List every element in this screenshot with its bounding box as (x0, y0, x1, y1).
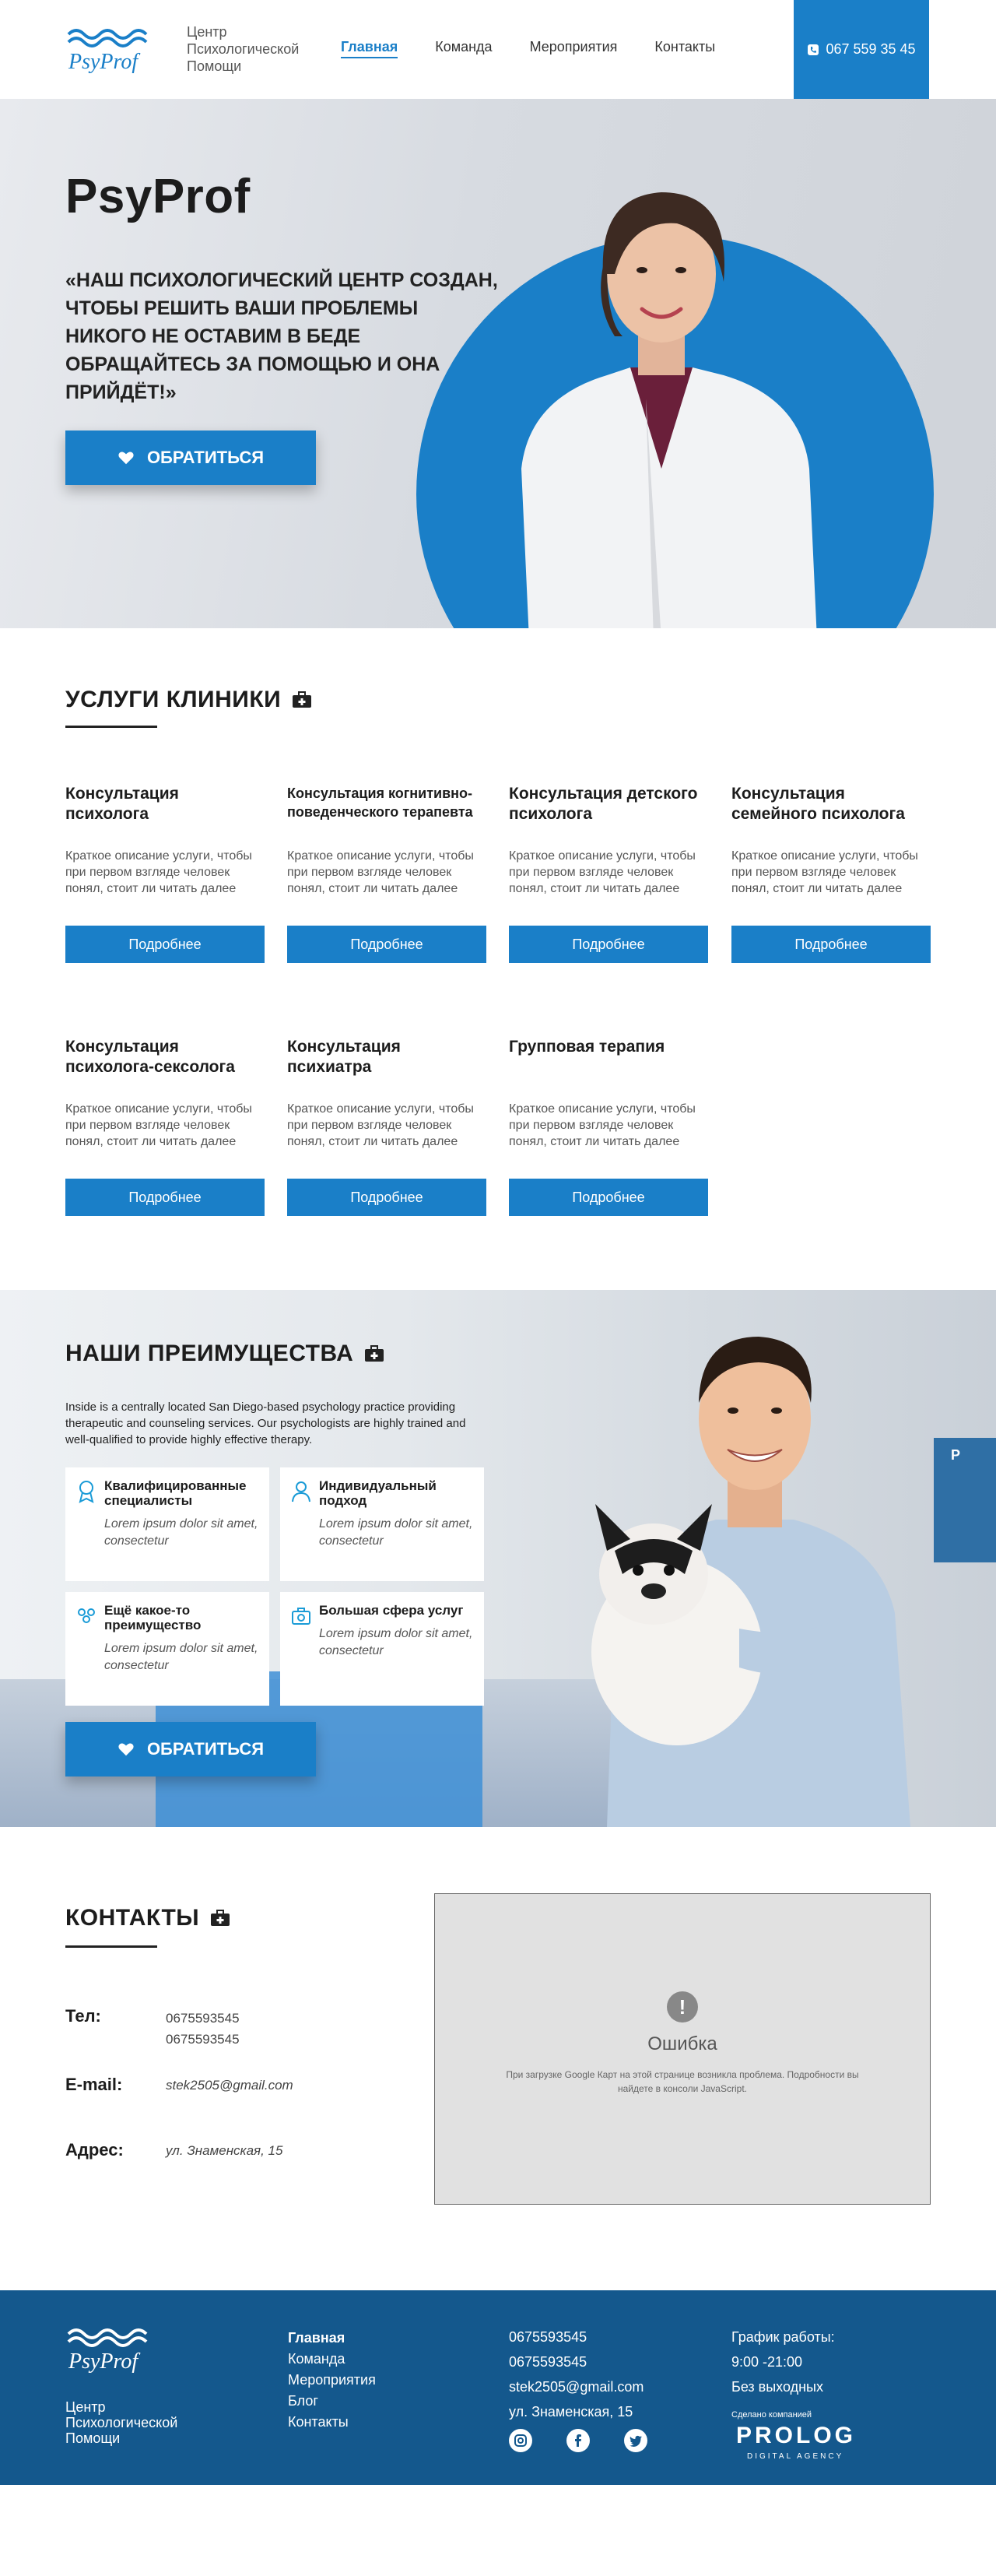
contacts-title (65, 1905, 230, 1931)
nav-team[interactable]: Команда (435, 39, 493, 54)
footer-nav (288, 2328, 376, 2433)
services-title-text: УСЛУГИ КЛИНИКИ (65, 687, 282, 712)
group-icon (76, 1604, 96, 1628)
nav-events[interactable]: Мероприятия (529, 39, 618, 54)
advantage-text: Lorem ipsum dolor sit amet, consectetur (104, 1517, 258, 1548)
header-phone-button[interactable] (794, 0, 929, 99)
service-more-button[interactable]: Подробнее (287, 926, 486, 963)
service-name: Групповая терапия (509, 1038, 665, 1056)
advantages-title (65, 1341, 384, 1367)
sign-letter: P (951, 1447, 961, 1463)
medkit-icon (291, 1604, 311, 1628)
advantages-doctor-photo (560, 1317, 949, 1827)
hero-doctor-photo (498, 142, 825, 628)
footer-email[interactable]: stek2505@gmail.com (509, 2379, 644, 2395)
nav-contacts[interactable]: Контакты (654, 39, 716, 54)
site-footer (0, 2290, 996, 2485)
services-underline (65, 726, 157, 728)
service-more-button[interactable]: Подробнее (65, 1179, 265, 1216)
service-card-psychiatrist (287, 1037, 486, 1216)
psyprof-logo[interactable] (65, 19, 153, 81)
service-more-button[interactable]: Подробнее (287, 1179, 486, 1216)
footer-phone[interactable]: 0675593545 (509, 2354, 587, 2370)
service-description: Краткое описание услуги, чтобы при первом взгляде человек понял, стоит ли читать далее (509, 1102, 696, 1148)
footer-contacts (509, 2325, 644, 2424)
contacts-section (0, 1827, 996, 2290)
footer-logo[interactable] (65, 2320, 151, 2381)
agency-logo[interactable]: PROLOG (736, 2423, 857, 2448)
advantage-text: Lorem ipsum dolor sit amet, consectetur (319, 1627, 473, 1657)
medkit-icon (210, 1910, 230, 1927)
advantage-title: Ещё какое-то преимущество (104, 1603, 202, 1632)
logo-text: PsyProf (68, 50, 139, 74)
advantage-text: Lorem ipsum dolor sit amet, consectetur (319, 1517, 473, 1548)
advantage-card-individual (280, 1467, 484, 1581)
medkit-icon (292, 691, 312, 708)
advantage-card-specialists (65, 1467, 269, 1581)
service-card-sexologist (65, 1037, 265, 1216)
service-more-button[interactable]: Подробнее (65, 926, 265, 963)
advantages-cta-button[interactable] (65, 1722, 316, 1776)
service-description: Краткое описание услуги, чтобы при первом взгляде человек понял, стоит ли читать далее (509, 849, 696, 895)
service-name: Консультация психолога-сексолога (65, 1038, 235, 1076)
footer-nav-contacts[interactable]: Контакты (288, 2414, 349, 2430)
phone-value[interactable]: 0675593545 (166, 2011, 240, 2026)
advantage-card-other (65, 1592, 269, 1706)
services-section (0, 628, 996, 1290)
agency-subtitle: DIGITAL AGENCY (747, 2452, 844, 2461)
service-name: Консультация психиатра (287, 1038, 401, 1076)
hours-value: 9:00 -21:00 (731, 2354, 803, 2370)
map-error-text: При загрузке Google Карт на этой странице возникла проблема. Подробности вы найдете в консоли JavaScript. (506, 2069, 859, 2094)
phone-value[interactable]: 0675593545 (166, 2032, 240, 2047)
advantage-title: Квалифицированные специалисты (104, 1478, 247, 1508)
phone-label: Тел: (65, 2006, 101, 2026)
email-value[interactable]: stek2505@gmail.com (166, 2078, 293, 2093)
hours-label: График работы: (731, 2329, 835, 2345)
service-description: Краткое описание услуги, чтобы при первом взгляде человек понял, стоит ли читать далее (65, 1102, 252, 1148)
address-value: ул. Знаменская, 15 (166, 2143, 283, 2158)
map-error-title: Ошибка (647, 2033, 717, 2054)
advantages-section (0, 1290, 996, 1827)
service-name: Консультация когнитивно-поведенческого терапевта (287, 785, 473, 820)
made-by-label: Сделано компанией (731, 2410, 812, 2420)
footer-address: ул. Знаменская, 15 (509, 2404, 633, 2420)
service-description: Краткое описание услуги, чтобы при первом взгляде человек понял, стоит ли читать далее (65, 849, 252, 895)
medkit-icon (364, 1345, 384, 1362)
footer-nav-blog[interactable]: Блог (288, 2393, 318, 2409)
service-description: Краткое описание услуги, чтобы при первом взгляде человек понял, стоит ли читать далее (287, 849, 474, 895)
hero-section (0, 99, 996, 628)
service-name: Консультация семейного психолога (731, 785, 905, 823)
days-value: Без выходных (731, 2379, 823, 2395)
advantages-description: Inside is a centrally located San Diego-based psychology practice providing therapeutic and counseling services. Our psychologists are highly trained and well-qualified to provide highly effective therapy. (65, 1400, 466, 1446)
advantage-card-services (280, 1592, 484, 1706)
advantages-title-text: НАШИ ПРЕИМУЩЕСТВА (65, 1341, 354, 1366)
address-label: Адрес: (65, 2140, 124, 2160)
advantage-text: Lorem ipsum dolor sit amet, consectetur (104, 1642, 258, 1672)
hero-cta-button[interactable] (65, 431, 316, 485)
award-icon (76, 1480, 96, 1503)
service-more-button[interactable]: Подробнее (731, 926, 931, 963)
page-bottom-spacer (0, 2485, 996, 2576)
service-description: Краткое описание услуги, чтобы при первом взгляде человек понял, стоит ли читать далее (731, 849, 918, 895)
contacts-underline (65, 1945, 157, 1948)
hero-cta-label: ОБРАТИТЬСЯ (146, 448, 265, 467)
footer-nav-events[interactable]: Мероприятия (288, 2372, 376, 2388)
service-card-group (509, 1037, 708, 1216)
service-more-button[interactable]: Подробнее (509, 1179, 708, 1216)
footer-nav-home[interactable]: Главная (288, 2330, 345, 2346)
advantages-cta-label: ОБРАТИТЬСЯ (146, 1739, 265, 1759)
phone-values (166, 2008, 240, 2050)
advantage-title: Большая сфера услуг (319, 1603, 464, 1618)
map-embed[interactable] (434, 1893, 931, 2205)
phone-icon (807, 44, 819, 56)
services-title (65, 687, 312, 713)
footer-nav-team[interactable]: Команда (288, 2351, 345, 2367)
service-description: Краткое описание услуги, чтобы при первом взгляде человек понял, стоит ли читать далее (287, 1102, 474, 1148)
main-nav (341, 39, 752, 58)
nav-home[interactable]: Главная (341, 39, 398, 58)
header-tagline: Центр Психологической Помощи (187, 24, 300, 74)
instagram-icon[interactable] (509, 2429, 532, 2452)
hero-title: PsyProf (65, 170, 251, 223)
heart-icon (117, 1741, 135, 1758)
service-card-family (731, 784, 931, 963)
service-card-cbt (287, 784, 486, 963)
service-card-psychologist (65, 784, 265, 963)
footer-hours (731, 2325, 835, 2399)
service-name: Консультация детского психолога (509, 785, 698, 823)
error-icon: ! (667, 1991, 698, 2022)
service-name: Консультация психолога (65, 785, 179, 823)
service-more-button[interactable]: Подробнее (509, 926, 708, 963)
facebook-icon[interactable] (566, 2429, 590, 2452)
footer-phone[interactable]: 0675593545 (509, 2329, 587, 2345)
user-icon (291, 1480, 311, 1503)
site-header (0, 0, 996, 99)
heart-icon (117, 449, 135, 466)
footer-tagline: Центр Психологической Помощи (65, 2399, 178, 2446)
email-label: E-mail: (65, 2075, 123, 2094)
contacts-title-text: КОНТАКТЫ (65, 1905, 200, 1931)
twitter-icon[interactable] (624, 2429, 647, 2452)
social-links (509, 2429, 647, 2452)
footer-logo-text: PsyProf (68, 2349, 139, 2374)
service-card-child (509, 784, 708, 963)
hero-quote: «НАШ ПСИХОЛОГИЧЕСКИЙ ЦЕНТР СОЗДАН, ЧТОБЫ РЕШИТЬ ВАШИ ПРОБЛЕМЫ НИКОГО НЕ ОСТАВИМ В БЕДЕ ОБРАЩАЙТЕСЬ ЗА ПОМОЩЬЮ И ОНА ПРИЙДЁТ!» (65, 269, 498, 403)
advantage-title: Индивидуальный подход (319, 1478, 437, 1508)
header-phone-number: 067 559 35 45 (826, 41, 916, 57)
